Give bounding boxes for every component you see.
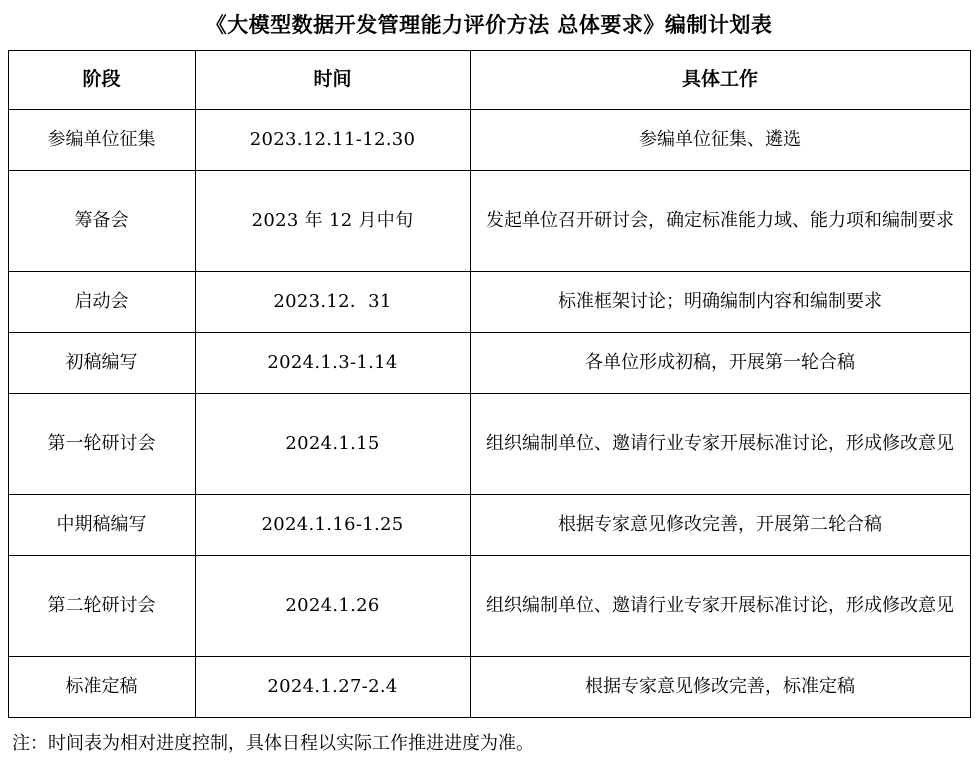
column-header-stage: 阶段 [8, 51, 195, 110]
cell-work: 发起单位召开研讨会，确定标准能力域、能力项和编制要求 [470, 171, 970, 272]
table-row [8, 495, 970, 556]
cell-time: 2023.12．31 [195, 272, 470, 333]
cell-work: 参编单位征集、遴选 [470, 110, 970, 171]
cell-time: 2024.1.27-2.4 [195, 657, 470, 718]
table-body [8, 110, 970, 718]
table-header [8, 51, 970, 110]
table-header-row [8, 51, 970, 110]
cell-work: 组织编制单位、邀请行业专家开展标准讨论，形成修改意见 [470, 394, 970, 495]
table-row [8, 272, 970, 333]
table-row [8, 110, 970, 171]
cell-time: 2024.1.16-1.25 [195, 495, 470, 556]
cell-stage: 标准定稿 [8, 657, 195, 718]
cell-stage: 第一轮研讨会 [8, 394, 195, 495]
cell-work: 组织编制单位、邀请行业专家开展标准讨论，形成修改意见 [470, 556, 970, 657]
cell-work: 根据专家意见修改完善，开展第二轮合稿 [470, 495, 970, 556]
column-header-work: 具体工作 [470, 51, 970, 110]
cell-stage: 第二轮研讨会 [8, 556, 195, 657]
cell-time: 2024.1.15 [195, 394, 470, 495]
cell-stage: 中期稿编写 [8, 495, 195, 556]
cell-time: 2024.1.3-1.14 [195, 333, 470, 394]
cell-stage: 参编单位征集 [8, 110, 195, 171]
column-header-time: 时间 [195, 51, 470, 110]
table-row [8, 556, 970, 657]
table-row [8, 171, 970, 272]
plan-table [8, 50, 971, 718]
page-title: 《大模型数据开发管理能力评价方法 总体要求》编制计划表 [205, 12, 773, 37]
cell-time: 2024.1.26 [195, 556, 470, 657]
cell-time: 2023.12.11-12.30 [195, 110, 470, 171]
cell-time: 2023 年 12 月中旬 [195, 171, 470, 272]
table-row [8, 394, 970, 495]
table-row [8, 333, 970, 394]
cell-work: 标准框架讨论；明确编制内容和编制要求 [470, 272, 970, 333]
cell-stage: 启动会 [8, 272, 195, 333]
cell-stage: 初稿编写 [8, 333, 195, 394]
cell-work: 根据专家意见修改完善，标准定稿 [470, 657, 970, 718]
cell-stage: 筹备会 [8, 171, 195, 272]
table-note: 注：时间表为相对进度控制，具体日程以实际工作推进进度为准。 [12, 733, 534, 755]
table-row [8, 657, 970, 718]
cell-work: 各单位形成初稿，开展第一轮合稿 [470, 333, 970, 394]
